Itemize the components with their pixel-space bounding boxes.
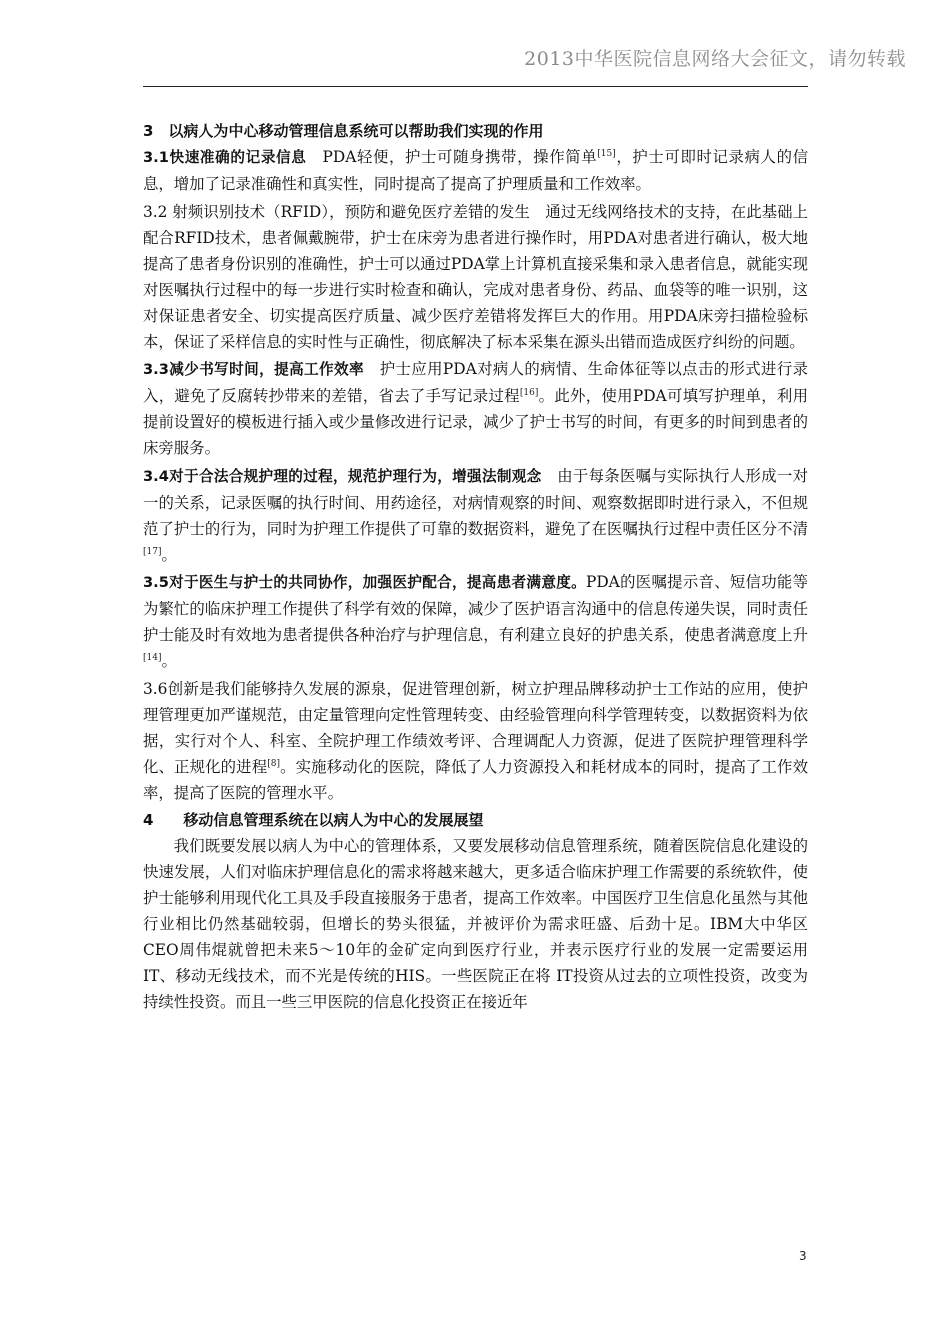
paragraph-3-6-text-a: 3.6创新是我们能够持久发展的源泉，促进管理创新，树立护理品牌移动护士工作站的应用，使护理管理更加严谨规范，由定量管理向定性管理转变、由经验管理向科学管理转变，以数据资料为依据，实行对个人、科室、全院护理工作绩效考评、合理调配人力资源，促进了医院护理管理科学化、正规化的进程 — [143, 679, 808, 776]
paragraph-3-3 — [143, 356, 808, 461]
paragraph-3-4-lead: 3.4对于合法合规护理的过程，规范护理行为，增强法制观念 — [143, 467, 542, 485]
paragraph-3-2 — [143, 199, 808, 355]
header-divider — [143, 86, 808, 87]
paragraph-3-6-text-b: 。实施移动化的医院，降低了人力资源投入和耗材成本的同时，提高了工作效率，提高了医院的管理水平。 — [143, 757, 808, 802]
page-number: 3 — [799, 1249, 807, 1263]
paragraph-3-5-text-a: PDA的医嘱提示音、短信功能等为繁忙的临床护理工作提供了科学有效的保障，减少了医护语言沟通中的信息传递失误，同时责任护士能及时有效地为患者提供各种治疗与护理信息，有利建立良好的护患关系，使患者满意度上升 — [143, 573, 808, 644]
paragraph-3-4-text-b: 。 — [161, 545, 177, 564]
citation-ref-16: [16] — [519, 387, 539, 398]
citation-ref-8: [8] — [267, 758, 280, 769]
paragraph-3-1-text-b: ，护士可即时记录病人的信息，增加了记录准确性和真实性，同时提高了提高了护理质量和工作效率。 — [143, 148, 808, 193]
paragraph-3-3-text-b: 。此外，使用PDA可填写护理单，利用提前设置好的模板进行插入或少量修改进行记录，减少了护士书写的时间，有更多的时间到患者的床旁服务。 — [143, 387, 808, 457]
paragraph-3-5-text-b: 。 — [161, 652, 177, 670]
paragraph-4-1-text: 我们既要发展以病人为中心的管理体系，又要发展移动信息管理系统，随着医院信息化建设的快速发展，人们对临床护理信息化的需求将越来越大，更多适合临床护理工作需要的系统软件，使护士能够利用现代化工具及手段直接服务于患者，提高工作效率。中国医疗卫生信息化虽然与其他行业相比仍然基础较弱，但增长的势头很猛，并被评价为需求旺盛、后劲十足。IBM大中华区CEO周伟焜就曾把未来5～10年的金矿定向到医疗行业，并表示医疗行业的发展一定需要运用 IT、移动无线技术，而不光是传统的HIS。一些医院正在将 IT投资从过去的立项性投资，改变为持续性投资。而且一些三甲医院的信息化投资正在接近年 — [143, 837, 808, 1011]
citation-ref-14: [14] — [143, 652, 162, 663]
page-body — [143, 118, 808, 1017]
section-3-heading: 3 以病人为中心移动管理信息系统可以帮助我们实现的作用 — [143, 122, 544, 140]
paragraph-3-1 — [143, 144, 808, 197]
paragraph-4-1 — [143, 833, 808, 1015]
citation-ref-17: [17] — [143, 546, 162, 557]
paragraph-3-4 — [143, 463, 808, 568]
paragraph-3-5-lead: 3.5对于医生与护士的共同协作，加强医护配合，提高患者满意度。 — [143, 574, 586, 591]
paragraph-3-6 — [143, 676, 808, 806]
running-header: 2013中华医院信息网络大会征文，请勿转载 — [524, 48, 906, 70]
paragraph-3-4-text-a: 由于每条医嘱与实际执行人形成一对一的关系，记录医嘱的执行时间、用药途径，对病情观察的时间、观察数据即时进行录入，不但规范了护士的行为，同时为护理工作提供了可靠的数据资料，避免了在医嘱执行过程中责任区分不清 — [143, 466, 808, 538]
section-4-heading: 4 移动信息管理系统在以病人为中心的发展展望 — [143, 811, 484, 829]
paragraph-3-2-text: 3.2 射频识别技术（RFID），预防和避免医疗差错的发生 通过无线网络技术的支持，在此基础上配合RFID技术，患者佩戴腕带，护士在床旁为患者进行操作时，用PDA对患者进行确认，极大地提高了患者身份识别的准确性，护士可以通过PDA掌上计算机直接采集和录入患者信息，就能实现对医嘱执行过程中的每一步进行实时检查和确认，完成对患者身份、药品、血袋等的唯一识别，这对保证患者安全、切实提高医疗质量、减少医疗差错将发挥巨大的作用。用PDA床旁扫描检验标本，保证了采样信息的实时性与正确性，彻底解决了标本采集在源头出错而造成医疗纠纷的问题。 — [143, 202, 808, 351]
paragraph-3-5 — [143, 569, 808, 674]
paragraph-3-3-text-a: 护士应用PDA对病人的病情、生命体征等以点击的形式进行录入，避免了反腐转抄带来的差错，省去了手写记录过程 — [143, 360, 808, 405]
paragraph-3-1-text-a: PDA轻便，护士可随身携带，操作简单 — [306, 148, 598, 166]
citation-ref-15: [15] — [597, 148, 616, 159]
paragraph-3-3-lead: 3.3减少书写时间，提高工作效率 — [143, 361, 364, 378]
paragraph-3-1-lead: 3.1快速准确的记录信息 — [143, 149, 307, 166]
